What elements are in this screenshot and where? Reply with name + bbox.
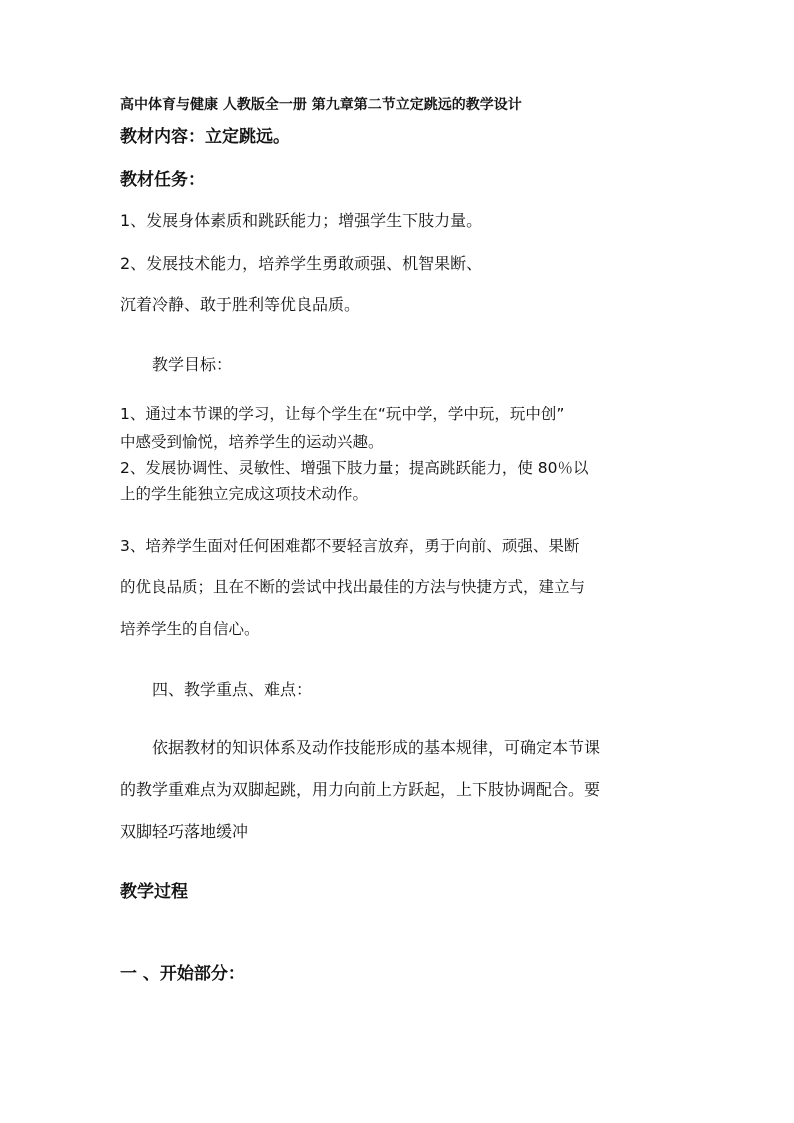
goals-heading: 教学目标： bbox=[152, 355, 233, 374]
goal-2-line-2: 上的学生能独立完成这项技术动作。 bbox=[120, 485, 369, 503]
content-heading: 教材内容：立定跳远。 bbox=[120, 127, 290, 147]
goal-3-line-3: 培养学生的自信心。 bbox=[120, 620, 260, 638]
task-item-1: 1、发展身体素质和跳跃能力；增强学生下肢力量。 bbox=[120, 211, 483, 230]
process-heading: 教学过程 bbox=[120, 882, 188, 902]
document-title: 高中体育与健康 人教版全一册 第九章第二节立定跳远的教学设计 bbox=[120, 97, 522, 113]
part-one-heading: 一 、开始部分： bbox=[120, 964, 245, 984]
task-item-2: 2、发展技术能力，培养学生勇敢顽强、机智果断、 bbox=[120, 254, 483, 273]
key-points-line-2: 的教学重难点为双脚起跳，用力向前上方跃起，上下肢协调配合。要 bbox=[120, 780, 601, 799]
key-points-heading: 四、教学重点、难点： bbox=[152, 680, 313, 699]
goal-1-line-1: 1、通过本节课的学习，让每个学生在“玩中学，学中玩，玩中创” bbox=[120, 405, 565, 423]
task-heading: 教材任务： bbox=[120, 170, 205, 190]
task-item-2-continued: 沉着冷静、敢于胜利等优良品质。 bbox=[120, 295, 361, 314]
goal-3-line-1: 3、培养学生面对任何困难都不要轻言放弃，勇于向前、顽强、果断 bbox=[120, 537, 580, 555]
goal-3-line-2: 的优良品质；且在不断的尝试中找出最佳的方法与快捷方式，建立与 bbox=[120, 578, 586, 596]
key-points-line-1: 依据教材的知识体系及动作技能形成的基本规律，可确定本节课 bbox=[152, 738, 601, 757]
key-points-line-3: 双脚轻巧落地缓冲 bbox=[120, 822, 249, 841]
goal-1-line-2: 中感受到愉悦，培养学生的运动兴趣。 bbox=[120, 433, 384, 451]
goal-2-line-1: 2、发展协调性、灵敏性、增强下肢力量；提高跳跃能力，使 80％以 bbox=[120, 459, 589, 477]
